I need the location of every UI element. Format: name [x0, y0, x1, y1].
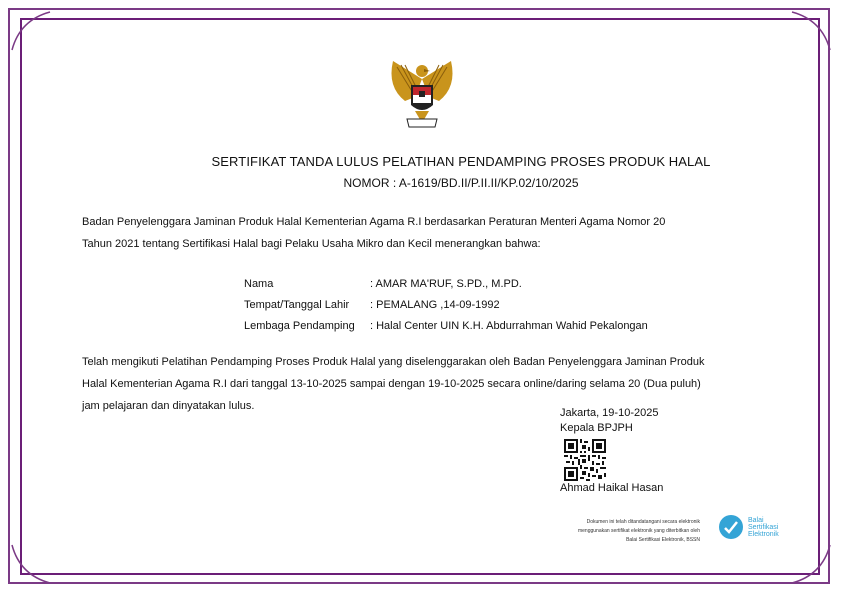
- completion-line-2: Halal Kementerian Agama R.I dari tanggal 13-10-2025 sampai dengan 19-10-2025 secara online/daring selama 20 (Dua puluh): [82, 378, 701, 390]
- detail-value: : AMAR MA'RUF, S.PD., M.PD.: [370, 278, 522, 290]
- recipient-details: [244, 274, 648, 337]
- detail-label: Tempat/Tanggal Lahir: [244, 299, 350, 311]
- electronic-signature-note: [540, 518, 700, 545]
- signer-name: Ahmad Haikal Hasan: [560, 482, 664, 494]
- garuda-pancasila-emblem: [385, 57, 459, 137]
- bsre-logo-text: [748, 517, 779, 538]
- corner-ornament-top-left: [10, 10, 70, 70]
- completion-paragraph: [82, 351, 782, 417]
- footnote-line-3: Balai Sertifikasi Elektronik, BSSN: [626, 537, 700, 543]
- detail-label: Lembaga Pendamping: [244, 320, 355, 332]
- detail-value: : PEMALANG ,14-09-1992: [370, 299, 500, 311]
- qr-code: [564, 439, 606, 481]
- place-date: Jakarta, 19-10-2025: [560, 407, 659, 419]
- corner-ornament-bottom-right: [772, 525, 832, 585]
- footnote-line-2: menggunakan sertifikat elektronik yang diterbitkan oleh: [577, 528, 700, 534]
- completion-line-3: jam pelajaran dan dinyatakan lulus.: [82, 400, 255, 412]
- intro-line-2: Tahun 2021 tentang Sertifikasi Halal bagi Pelaku Usaha Mikro dan Kecil menerangkan bahwa:: [82, 238, 541, 250]
- corner-ornament-top-right: [772, 10, 832, 70]
- signature-block: [560, 406, 658, 436]
- detail-value: : Halal Center UIN K.H. Abdurrahman Wahid Pekalongan: [370, 320, 648, 332]
- bsre-text-line-2: Sertifikasi: [748, 523, 779, 531]
- bsre-text-line-1: Balai: [748, 516, 764, 524]
- certificate-number: NOMOR : A-1619/BD.II/P.II.II/KP.02/10/2025: [343, 176, 579, 190]
- certificate-title: SERTIFIKAT TANDA LULUS PELATIHAN PENDAMPING PROSES PRODUK HALAL: [211, 154, 711, 169]
- detail-label: Nama: [244, 278, 274, 290]
- bsre-logo: [718, 514, 779, 540]
- intro-paragraph: [82, 211, 742, 255]
- signer-position: Kepala BPJPH: [560, 422, 633, 434]
- corner-ornament-bottom-left: [10, 525, 70, 585]
- detail-row-name: [244, 274, 648, 295]
- bsre-text-line-3: Elektronik: [748, 530, 779, 538]
- detail-row-birth: [244, 295, 648, 316]
- detail-row-institution: [244, 316, 648, 337]
- footnote-line-1: Dokumen ini telah ditandatangani secara elektronik: [586, 519, 700, 525]
- completion-line-1: Telah mengikuti Pelatihan Pendamping Proses Produk Halal yang diselenggarakan oleh Badan Penyelenggara Jaminan Produk: [82, 356, 705, 368]
- intro-line-1: Badan Penyelenggara Jaminan Produk Halal Kementerian Agama R.I berdasarkan Peraturan Menteri Agama Nomor 20: [82, 216, 666, 228]
- bsre-logo-icon: [718, 514, 744, 540]
